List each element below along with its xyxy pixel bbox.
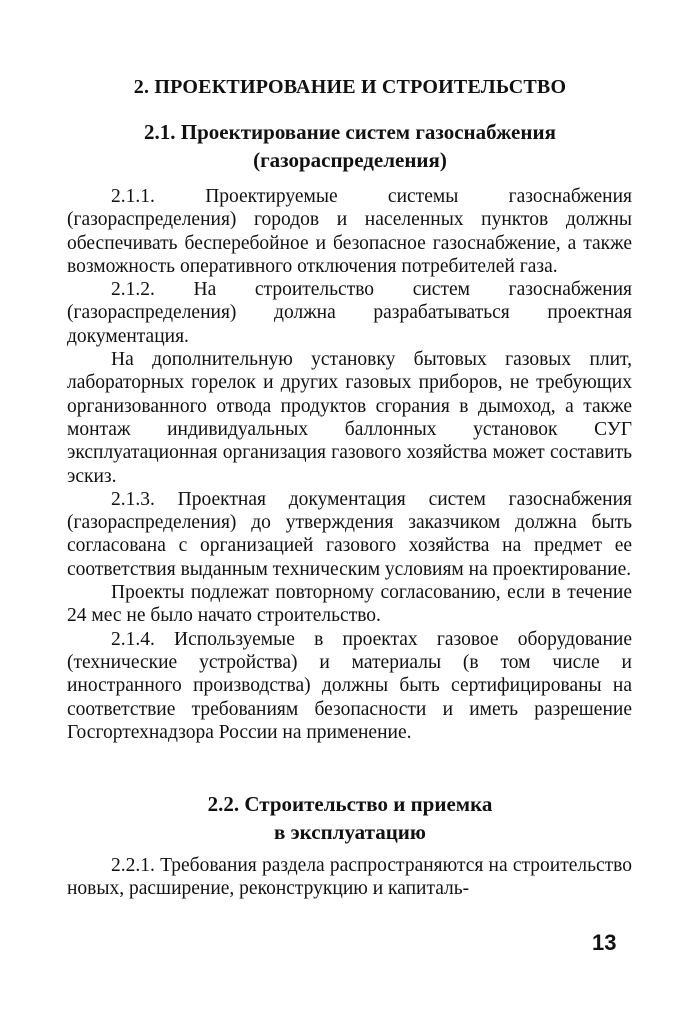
section-2-2-title xyxy=(0,790,700,846)
paragraph-2-1-1: 2.1.1. Проектируемые системы газоснабжения (газораспределения) городов и населенных пунктов должны обеспечивать бесперебойное и безопасное газоснабжение, а также возможность оперативного отключения потребителей газа. xyxy=(67,186,632,277)
paragraph-additional-installation: На дополнительную установку бытовых газовых плит, лабораторных горелок и других газовых приборов, не требующих организованного отвода продуктов сгорания в дымоход, а также монтаж индивидуальных баллонных установок СУГ эксплуатационная организация газового хозяйства может составить эскиз. xyxy=(67,349,632,487)
chapter-title: 2. ПРОЕКТИРОВАНИЕ И СТРОИТЕЛЬСТВО xyxy=(133,76,567,98)
paragraph-2-1-3: 2.1.3. Проектная документация систем газоснабжения (газораспределения) до утверждения заказчиком должна быть согласована с организацией газового хозяйства на предмет ее соответствия выданным техническим условиям на проектирование. xyxy=(67,488,632,580)
section-2-1-title-line1: 2.1. Проектирование систем газоснабжения xyxy=(144,120,556,144)
paragraph-2-1-2: 2.1.2. На строительство систем газоснабжения (газораспределения) должна разрабатываться проектная документация. xyxy=(67,279,632,347)
paragraph-2-2-1: 2.2.1. Требования раздела распространяются на строительство новых, расширение, реконструкцию и капиталь- xyxy=(67,855,632,900)
page-number: 13 xyxy=(592,930,617,955)
section-2-1-body xyxy=(67,185,632,744)
section-2-2-title-line2: в эксплуатацию xyxy=(274,820,426,844)
section-2-2-title-line1: 2.2. Строительство и приемка xyxy=(207,792,493,816)
paragraph-2-1-4: 2.1.4. Используемые в проектах газовое оборудование (технические устройства) и материалы (в том числе и иностранного производства) должны быть сертифицированы на соответствие требованиям безопасности и иметь разрешение Госгортехнадзора России на применение. xyxy=(67,628,632,743)
section-2-1-title xyxy=(0,118,700,174)
section-2-2-body xyxy=(67,854,632,901)
paragraph-repeat-approval: Проекты подлежат повторному согласованию, если в течение 24 мес не было начато строительство. xyxy=(67,582,632,627)
section-2-1-title-line2: (газораспределения) xyxy=(253,148,447,172)
